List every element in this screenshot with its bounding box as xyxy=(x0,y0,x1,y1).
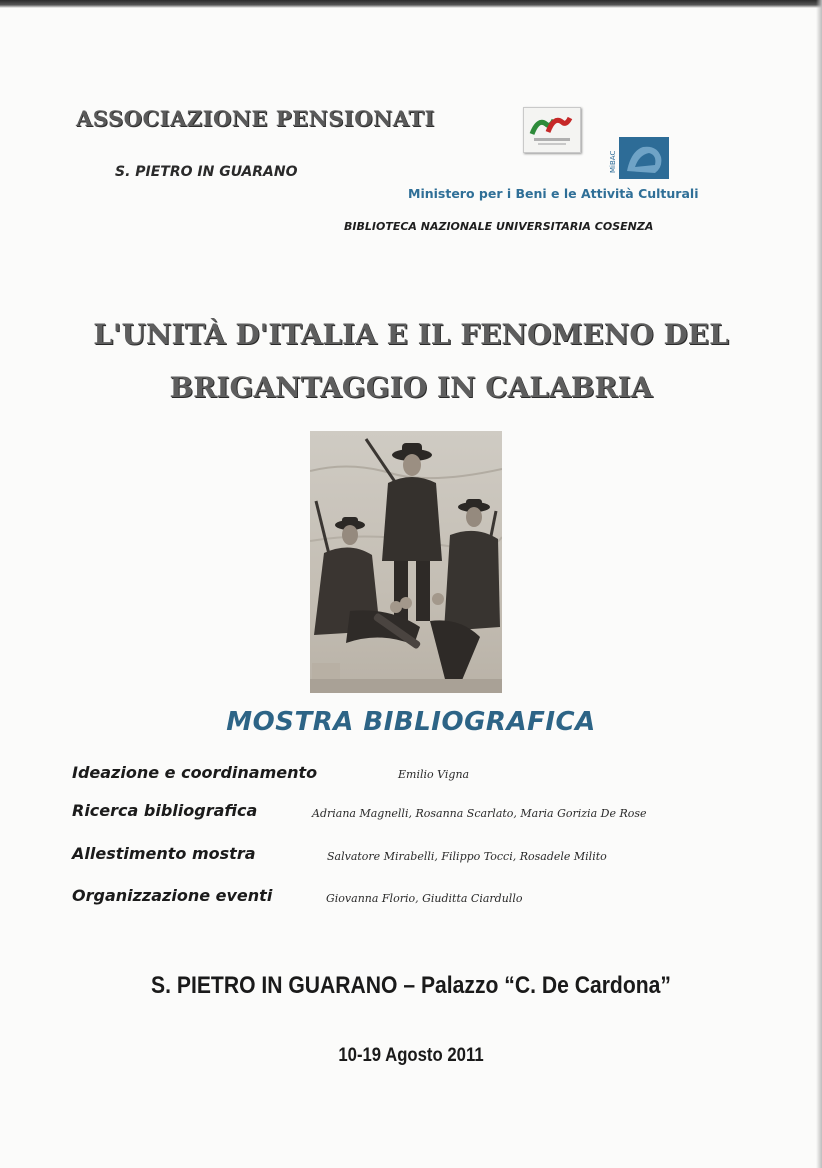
credit-names-setup: Salvatore Mirabelli, Filippo Tocci, Rosadele Milito xyxy=(327,850,607,863)
credit-role-ideation: Ideazione e coordinamento xyxy=(72,763,318,782)
credit-role-research: Ricerca bibliografica xyxy=(72,801,258,820)
credit-names-events: Giovanna Florio, Giuditta Ciardullo xyxy=(326,892,523,905)
ministry-name: Ministero per i Beni e le Attività Culturali xyxy=(408,186,699,201)
main-title-line-1: L'UNITÀ D'ITALIA E IL FENOMENO DEL xyxy=(93,318,729,351)
tricolor-logo-icon xyxy=(523,107,581,153)
credit-names-ideation: Emilio Vigna xyxy=(398,768,470,781)
venue-line: S. PIETRO IN GUARANO – Palazzo “C. De Cardona” xyxy=(151,972,671,999)
association-name: ASSOCIAZIONE PENSIONATI xyxy=(76,106,435,131)
credit-names-research: Adriana Magnelli, Rosanna Scarlato, Maria Gorizia De Rose xyxy=(312,807,647,820)
brigands-historical-photo xyxy=(310,431,502,693)
scan-right-edge xyxy=(816,0,822,1168)
library-name: BIBLIOTECA NAZIONALE UNIVERSITARIA COSENZA xyxy=(344,220,654,233)
exhibit-dates: 10-19 Agosto 2011 xyxy=(338,1045,484,1066)
credit-role-events: Organizzazione eventi xyxy=(72,886,273,905)
scan-top-edge xyxy=(0,0,822,8)
credit-role-setup: Allestimento mostra xyxy=(72,844,256,863)
main-title-line-2: BRIGANTAGGIO IN CALABRIA xyxy=(169,371,653,404)
association-city: S. PIETRO IN GUARANO xyxy=(115,164,298,180)
svg-text:MiBAC: MiBAC xyxy=(609,150,617,173)
mibac-logo-icon xyxy=(609,137,669,179)
exhibit-heading: MOSTRA BIBLIOGRAFICA xyxy=(226,707,596,737)
